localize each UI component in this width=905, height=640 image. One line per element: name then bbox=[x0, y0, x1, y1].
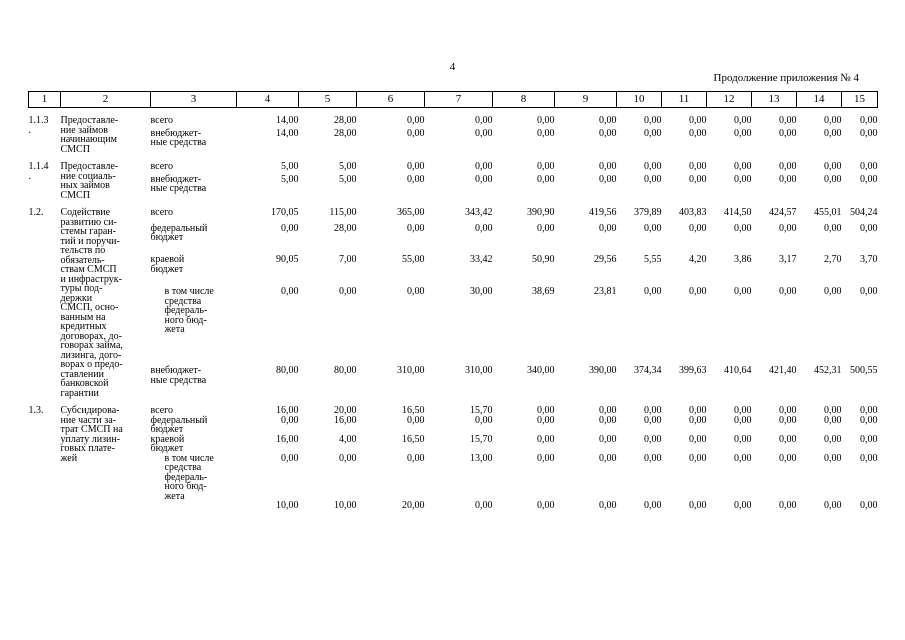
value-cell: 419,56 bbox=[589, 207, 617, 218]
value-cell: 0,00 bbox=[644, 286, 662, 298]
value-cell: 0,00 bbox=[689, 452, 707, 464]
value-cell: 0,00 bbox=[824, 452, 842, 464]
column-header-row bbox=[29, 92, 878, 108]
table-row bbox=[29, 129, 878, 154]
value-cell: 28,00 bbox=[334, 222, 357, 234]
value-cell: 0,00 bbox=[689, 414, 707, 426]
table-row bbox=[29, 208, 878, 224]
column-header-15: 15 bbox=[842, 92, 878, 108]
funding-source-label: всего bbox=[150, 115, 174, 126]
value-cell: 0,00 bbox=[537, 452, 555, 464]
value-cell: 0,00 bbox=[689, 405, 707, 416]
value-cell: 0,00 bbox=[537, 433, 555, 445]
value-cell: 5,00 bbox=[339, 173, 357, 185]
value-cell: 38,69 bbox=[532, 286, 555, 298]
value-cell: 0,00 bbox=[689, 115, 707, 126]
value-cell: 0,00 bbox=[689, 500, 707, 511]
value-cell: 340,00 bbox=[527, 365, 555, 377]
value-cell: 0,00 bbox=[644, 500, 662, 511]
value-cell: 50,90 bbox=[532, 254, 555, 266]
value-cell: 0,00 bbox=[644, 222, 662, 234]
value-cell: 0,00 bbox=[599, 405, 617, 416]
item-code: 1.1.4 . bbox=[28, 161, 49, 182]
value-cell: 15,70 bbox=[470, 433, 493, 445]
value-cell: 310,00 bbox=[397, 365, 425, 377]
value-cell: 30,00 bbox=[470, 286, 493, 298]
value-cell: 0,00 bbox=[779, 433, 797, 445]
value-cell: 0,00 bbox=[599, 115, 617, 126]
column-header-3: 3 bbox=[151, 92, 237, 108]
value-cell: 3,17 bbox=[779, 254, 797, 266]
funding-source-label: всего bbox=[150, 207, 174, 218]
value-cell: 5,55 bbox=[644, 254, 662, 266]
item-code: 1.3. bbox=[28, 405, 44, 416]
value-cell: 0,00 bbox=[779, 405, 797, 416]
value-cell: 0,00 bbox=[860, 161, 878, 172]
value-cell: 0,00 bbox=[689, 286, 707, 298]
value-cell: 16,00 bbox=[276, 405, 299, 416]
value-cell: 0,00 bbox=[407, 452, 425, 464]
column-header-2: 2 bbox=[61, 92, 151, 108]
funding-source-label: внебюджет- ные средства bbox=[150, 127, 207, 149]
value-cell: 0,00 bbox=[734, 500, 752, 511]
value-cell: 14,00 bbox=[276, 127, 299, 139]
table-row bbox=[29, 454, 878, 502]
value-cell: 80,00 bbox=[334, 365, 357, 377]
value-cell: 0,00 bbox=[779, 452, 797, 464]
funding-source-label: в том числе средства федераль- ного бюд- жета bbox=[164, 286, 214, 336]
value-cell: 0,00 bbox=[644, 414, 662, 426]
value-cell: 29,56 bbox=[594, 254, 617, 266]
funding-source-label: всего bbox=[150, 161, 174, 172]
value-cell: 0,00 bbox=[537, 500, 555, 511]
value-cell: 343,42 bbox=[465, 207, 493, 218]
value-cell: 0,00 bbox=[475, 222, 493, 234]
value-cell: 55,00 bbox=[402, 254, 425, 266]
value-cell: 0,00 bbox=[779, 286, 797, 298]
value-cell: 0,00 bbox=[824, 433, 842, 445]
value-cell: 0,00 bbox=[860, 286, 878, 298]
value-cell: 0,00 bbox=[475, 173, 493, 185]
item-name: Субсидирова- ние части за- трат СМСП на уплату лизин- говых плате- жей bbox=[60, 405, 123, 464]
value-cell: 0,00 bbox=[475, 414, 493, 426]
value-cell: 7,00 bbox=[339, 254, 357, 266]
value-cell: 0,00 bbox=[860, 414, 878, 426]
value-cell: 0,00 bbox=[644, 405, 662, 416]
value-cell: 33,42 bbox=[470, 254, 493, 266]
table-row bbox=[29, 287, 878, 366]
value-cell: 0,00 bbox=[860, 173, 878, 185]
value-cell: 0,00 bbox=[734, 173, 752, 185]
value-cell: 0,00 bbox=[734, 414, 752, 426]
value-cell: 0,00 bbox=[734, 286, 752, 298]
value-cell: 0,00 bbox=[407, 173, 425, 185]
value-cell: 0,00 bbox=[281, 452, 299, 464]
value-cell: 0,00 bbox=[734, 452, 752, 464]
table-row bbox=[29, 501, 878, 511]
column-header-4: 4 bbox=[237, 92, 299, 108]
value-cell: 452,31 bbox=[814, 365, 842, 377]
value-cell: 0,00 bbox=[860, 433, 878, 445]
funding-source-label: краевой бюджет bbox=[150, 433, 185, 454]
value-cell: 0,00 bbox=[734, 127, 752, 139]
value-cell: 0,00 bbox=[537, 127, 555, 139]
value-cell: 0,00 bbox=[860, 452, 878, 464]
funding-source-label: внебюджет- ные средства bbox=[150, 365, 207, 386]
value-cell: 0,00 bbox=[475, 161, 493, 172]
value-cell: 4,20 bbox=[689, 254, 707, 266]
value-cell: 365,00 bbox=[397, 207, 425, 218]
value-cell: 0,00 bbox=[537, 222, 555, 234]
value-cell: 15,70 bbox=[470, 405, 493, 416]
value-cell: 0,00 bbox=[860, 405, 878, 416]
value-cell: 0,00 bbox=[537, 414, 555, 426]
value-cell: 0,00 bbox=[475, 115, 493, 126]
value-cell: 0,00 bbox=[779, 414, 797, 426]
value-cell: 0,00 bbox=[734, 222, 752, 234]
item-name: Предоставле- ние займов начинающим СМСП bbox=[60, 115, 119, 155]
value-cell: 0,00 bbox=[824, 286, 842, 298]
column-header-7: 7 bbox=[425, 92, 493, 108]
table-row bbox=[29, 162, 878, 175]
funding-source-label: всего bbox=[150, 405, 174, 416]
value-cell: 0,00 bbox=[860, 222, 878, 234]
value-cell: 115,00 bbox=[329, 207, 357, 218]
value-cell: 0,00 bbox=[644, 115, 662, 126]
value-cell: 0,00 bbox=[779, 161, 797, 172]
continuation-caption: Продолжение приложения № 4 bbox=[713, 72, 859, 84]
value-cell: 0,00 bbox=[537, 173, 555, 185]
value-cell: 2,70 bbox=[824, 254, 842, 266]
value-cell: 20,00 bbox=[334, 405, 357, 416]
table-row bbox=[29, 435, 878, 454]
value-cell: 90,05 bbox=[276, 254, 299, 266]
value-cell: 0,00 bbox=[860, 115, 878, 126]
value-cell: 0,00 bbox=[537, 161, 555, 172]
value-cell: 0,00 bbox=[734, 161, 752, 172]
value-cell: 3,86 bbox=[734, 254, 752, 266]
funding-source-label bbox=[151, 501, 237, 511]
value-cell: 20,00 bbox=[402, 500, 425, 511]
table-row bbox=[29, 175, 878, 200]
value-cell: 5,00 bbox=[281, 173, 299, 185]
value-cell: 414,50 bbox=[724, 207, 752, 218]
value-cell: 0,00 bbox=[599, 173, 617, 185]
value-cell: 0,00 bbox=[339, 452, 357, 464]
value-cell: 0,00 bbox=[644, 161, 662, 172]
funding-source-label: федеральный бюджет bbox=[150, 414, 208, 435]
value-cell: 0,00 bbox=[644, 452, 662, 464]
value-cell: 23,81 bbox=[594, 286, 617, 298]
value-cell: 374,34 bbox=[634, 365, 662, 377]
value-cell: 0,00 bbox=[779, 500, 797, 511]
table-row bbox=[29, 366, 878, 398]
value-cell: 10,00 bbox=[334, 500, 357, 511]
value-cell: 403,83 bbox=[679, 207, 707, 218]
value-cell: 0,00 bbox=[644, 173, 662, 185]
value-cell: 399,63 bbox=[679, 365, 707, 377]
value-cell: 0,00 bbox=[824, 405, 842, 416]
table-row bbox=[29, 255, 878, 287]
value-cell: 0,00 bbox=[824, 173, 842, 185]
value-cell: 0,00 bbox=[779, 173, 797, 185]
funding-source-label: внебюджет- ные средства bbox=[150, 173, 207, 195]
value-cell: 0,00 bbox=[599, 500, 617, 511]
value-cell: 0,00 bbox=[407, 127, 425, 139]
value-cell: 5,00 bbox=[281, 161, 299, 172]
value-cell: 0,00 bbox=[407, 115, 425, 126]
value-cell: 0,00 bbox=[537, 405, 555, 416]
value-cell: 0,00 bbox=[599, 452, 617, 464]
page-number: 4 bbox=[449, 61, 456, 73]
column-header-1: 1 bbox=[29, 92, 61, 108]
item-name: Содействие развитию си- стемы гаран- тий и поручи- тельств по обязатель- ствам СМСП и инфраструк- туры под- держки СМСП, осно- ванным на кредитных договорах, до- говорах займа, лизинга, дого- ворах о предо- ставлении банковской гарантии bbox=[60, 207, 123, 399]
value-cell: 28,00 bbox=[334, 127, 357, 139]
value-cell: 13,00 bbox=[470, 452, 493, 464]
value-cell: 379,89 bbox=[634, 207, 662, 218]
funding-source-label: краевой бюджет bbox=[150, 254, 185, 275]
value-cell: 0,00 bbox=[475, 500, 493, 511]
value-cell: 0,00 bbox=[599, 433, 617, 445]
value-cell: 0,00 bbox=[339, 286, 357, 298]
table-row bbox=[29, 224, 878, 256]
table-row bbox=[29, 416, 878, 435]
value-cell: 3,70 bbox=[860, 254, 878, 266]
value-cell: 0,00 bbox=[689, 433, 707, 445]
value-cell: 504,24 bbox=[850, 207, 878, 218]
value-cell: 0,00 bbox=[475, 127, 493, 139]
budget-table bbox=[28, 91, 878, 511]
value-cell: 0,00 bbox=[407, 161, 425, 172]
value-cell: 0,00 bbox=[281, 286, 299, 298]
value-cell: 390,00 bbox=[589, 365, 617, 377]
column-header-10: 10 bbox=[617, 92, 662, 108]
table-body bbox=[29, 108, 878, 511]
value-cell: 0,00 bbox=[537, 115, 555, 126]
value-cell: 0,00 bbox=[824, 222, 842, 234]
value-cell: 0,00 bbox=[824, 414, 842, 426]
value-cell: 0,00 bbox=[644, 127, 662, 139]
column-header-9: 9 bbox=[555, 92, 617, 108]
value-cell: 0,00 bbox=[734, 115, 752, 126]
item-code: 1.1.3 . bbox=[28, 115, 49, 136]
value-cell: 500,55 bbox=[850, 365, 878, 377]
column-header-12: 12 bbox=[707, 92, 752, 108]
value-cell: 0,00 bbox=[599, 222, 617, 234]
value-cell: 455,01 bbox=[814, 207, 842, 218]
value-cell: 16,50 bbox=[402, 405, 425, 416]
value-cell: 16,00 bbox=[276, 433, 299, 445]
value-cell: 0,00 bbox=[824, 115, 842, 126]
value-cell: 421,40 bbox=[769, 365, 797, 377]
column-header-13: 13 bbox=[752, 92, 797, 108]
value-cell: 0,00 bbox=[281, 222, 299, 234]
column-header-14: 14 bbox=[797, 92, 842, 108]
column-header-5: 5 bbox=[299, 92, 357, 108]
column-header-6: 6 bbox=[357, 92, 425, 108]
value-cell: 0,00 bbox=[644, 433, 662, 445]
value-cell: 16,00 bbox=[334, 414, 357, 426]
value-cell: 310,00 bbox=[465, 365, 493, 377]
value-cell: 0,00 bbox=[599, 161, 617, 172]
value-cell: 0,00 bbox=[599, 127, 617, 139]
value-cell: 0,00 bbox=[824, 500, 842, 511]
value-cell: 14,00 bbox=[276, 115, 299, 126]
value-cell: 16,50 bbox=[402, 433, 425, 445]
value-cell: 0,00 bbox=[779, 127, 797, 139]
value-cell: 170,05 bbox=[271, 207, 299, 218]
value-cell: 0,00 bbox=[860, 500, 878, 511]
value-cell: 0,00 bbox=[689, 161, 707, 172]
value-cell: 10,00 bbox=[276, 500, 299, 511]
value-cell: 424,57 bbox=[769, 207, 797, 218]
value-cell: 0,00 bbox=[779, 222, 797, 234]
value-cell: 0,00 bbox=[824, 161, 842, 172]
value-cell: 0,00 bbox=[407, 222, 425, 234]
value-cell: 4,00 bbox=[339, 433, 357, 445]
value-cell: 0,00 bbox=[689, 222, 707, 234]
value-cell: 5,00 bbox=[339, 161, 357, 172]
funding-source-label: в том числе средства федераль- ного бюд- жета bbox=[164, 452, 214, 502]
value-cell: 0,00 bbox=[689, 173, 707, 185]
value-cell: 0,00 bbox=[407, 414, 425, 426]
value-cell: 80,00 bbox=[276, 365, 299, 377]
value-cell: 0,00 bbox=[689, 127, 707, 139]
table-row bbox=[29, 116, 878, 129]
value-cell: 28,00 bbox=[334, 115, 357, 126]
value-cell: 0,00 bbox=[281, 414, 299, 426]
funding-source-label: федеральный бюджет bbox=[150, 222, 208, 244]
item-name: Предоставле- ние социаль- ных займов СМСП bbox=[60, 161, 119, 201]
value-cell: 0,00 bbox=[599, 414, 617, 426]
value-cell: 0,00 bbox=[860, 127, 878, 139]
column-header-11: 11 bbox=[662, 92, 707, 108]
value-cell: 410,64 bbox=[724, 365, 752, 377]
value-cell: 390,90 bbox=[527, 207, 555, 218]
value-cell: 0,00 bbox=[734, 433, 752, 445]
value-cell: 0,00 bbox=[824, 127, 842, 139]
value-cell: 0,00 bbox=[779, 115, 797, 126]
item-code: 1.2. bbox=[28, 207, 44, 218]
column-header-8: 8 bbox=[493, 92, 555, 108]
value-cell: 0,00 bbox=[407, 286, 425, 298]
value-cell: 0,00 bbox=[734, 405, 752, 416]
